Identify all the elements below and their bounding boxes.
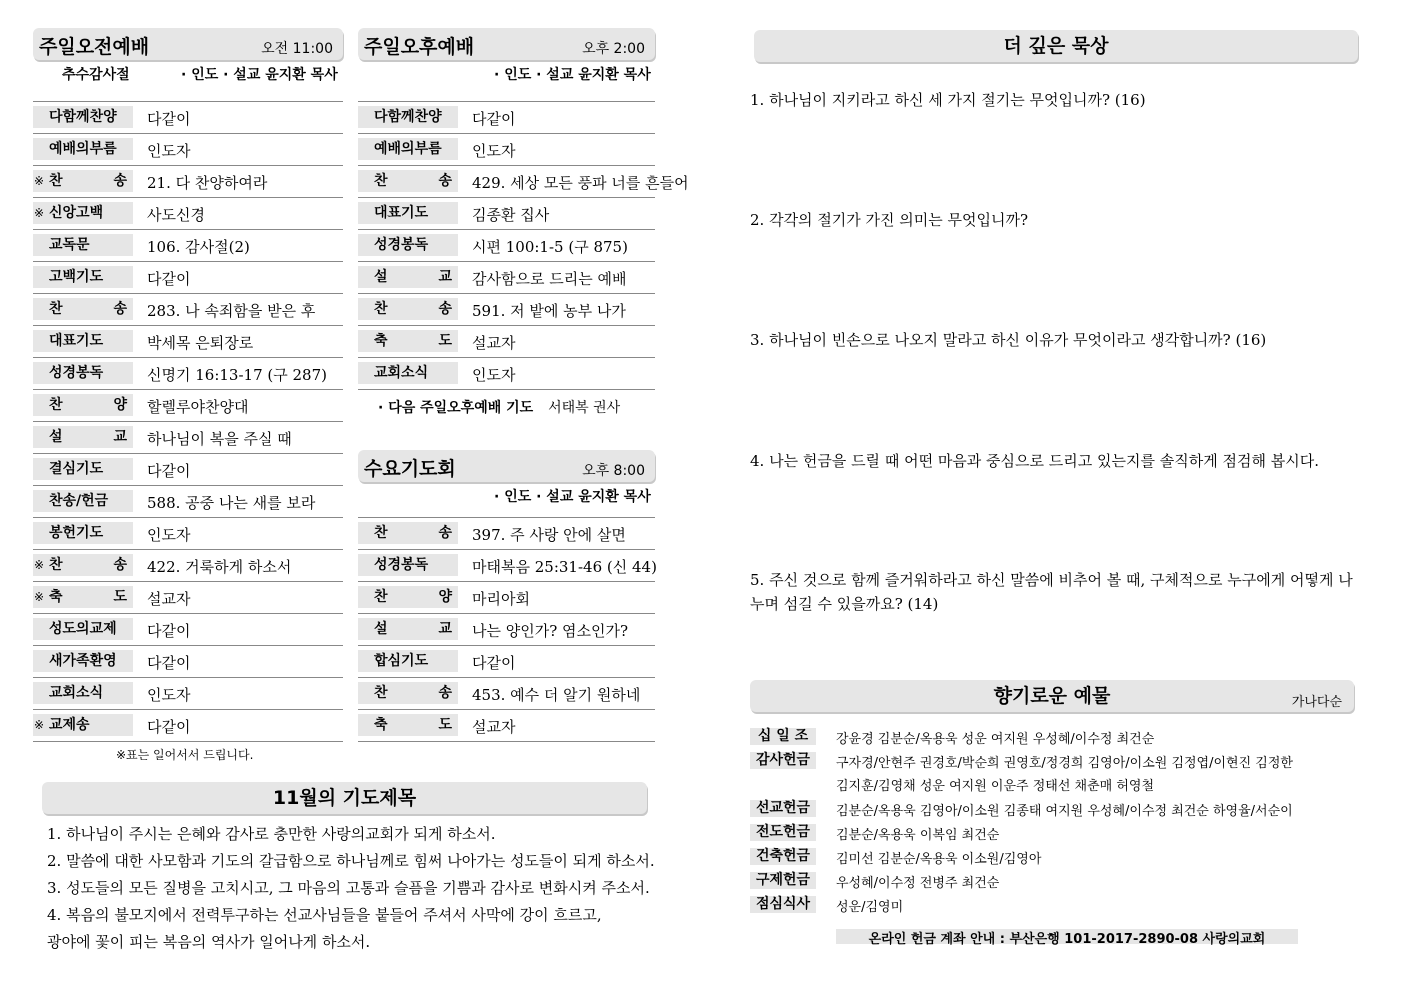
order-label-text: 찬 송 [374,525,452,541]
order-row [33,486,343,518]
order-label [358,234,458,256]
wednesday-service-title: 수요기도회 [364,458,456,480]
order-value: 설교자 [147,590,191,608]
order-row [33,230,343,262]
order-value: 설교자 [472,718,516,736]
order-label [33,618,133,640]
order-row [358,710,655,742]
offering-category: 구제헌금 [750,872,816,889]
morning-service-title: 주일오전예배 [39,36,150,58]
order-label-text: 설 교 [374,269,452,285]
order-label [33,490,133,512]
order-row [33,678,343,710]
order-row [358,614,655,646]
order-value: 다같이 [147,270,191,288]
standing-mark: ※ [34,718,45,732]
order-label [33,458,133,480]
order-label-text: 교독문 [49,237,90,253]
order-value: 453. 예수 더 알기 원하네 [472,686,641,704]
order-label [33,330,133,352]
order-row [358,262,655,294]
order-label-text: 합심기도 [374,653,429,669]
meditation-question: 4. 나는 헌금을 드릴 때 어떤 마음과 중심으로 드리고 있는지를 솔직하게 점검해 봅시다. [750,452,1319,470]
order-row [33,262,343,294]
order-label-text: 찬 송 [374,173,452,189]
order-value: 422. 거룩하게 하소서 [147,558,292,576]
offering-names: 구자경/안현주 권경호/박순희 권영호/정경희 김영아/이소원 김정엽/이현진 김정한 [836,756,1293,771]
order-label [358,362,458,384]
order-label-text: 찬 송 [374,685,452,701]
order-row [33,550,343,582]
prayer-topics-header [42,782,647,814]
order-label-text: 봉헌기도 [49,525,104,541]
afternoon-service-title: 주일오후예배 [364,36,475,58]
order-label-text: 찬 송 [49,173,127,189]
offering-names: 김분순/옥용욱 이복임 최건순 [836,828,1000,843]
order-label-text: 예배의부름 [374,141,442,157]
order-label-text: 대표기도 [374,205,429,221]
order-label-text: 설 교 [374,621,452,637]
order-label-text: 성경봉독 [374,557,429,573]
order-value: 하나님이 복을 주실 때 [147,430,292,448]
order-label-text: 예배의부름 [49,141,117,157]
order-label [33,234,133,256]
order-label [33,106,133,128]
order-row [358,230,655,262]
order-value: 박세목 은퇴장로 [147,334,254,352]
order-value: 다같이 [147,718,191,736]
order-value: 사도신경 [147,206,205,224]
order-value: 설교자 [472,334,516,352]
order-value: 인도자 [147,526,191,544]
order-label [358,106,458,128]
order-label [33,362,133,384]
wednesday-service-header [358,450,655,482]
order-label-text: 새가족환영 [49,653,117,669]
offering-header [750,680,1354,712]
order-row [33,326,343,358]
order-label-text: 교제송 [49,717,90,733]
offering-category: 점심식사 [750,896,816,913]
order-label-text: 찬 송 [49,301,127,317]
order-row [33,710,343,742]
order-row [358,326,655,358]
prayer-topic-item: 3. 성도들의 모든 질병을 고치시고, 그 마음의 고통과 슬픔을 기쁨과 감사로 변화시켜 주소서. [47,879,650,897]
order-label [358,138,458,160]
online-account-text: 온라인 헌금 계좌 안내 : 부산은행 101-2017-2890-08 사랑의교회 [868,932,1266,947]
order-label [358,554,458,576]
order-label [33,266,133,288]
order-label-text: 찬 송 [49,557,127,573]
order-label [358,170,458,192]
offering-names: 김미선 김분순/옥용욱 이소원/김영아 [836,852,1042,867]
order-row [358,198,655,230]
order-row [358,294,655,326]
order-label-text: 고백기도 [49,269,104,285]
meditation-title: 더 깊은 묵상 [1003,35,1109,57]
offering-category: 건축헌금 [750,848,816,865]
order-label [33,714,133,736]
meditation-question: 3. 하나님이 빈손으로 나오지 말라고 하신 이유가 무엇이라고 생각합니까? (16) [750,331,1267,349]
order-value: 다같이 [147,462,191,480]
order-label [33,650,133,672]
offering-names: 강윤경 김분순/옥용욱 성운 여지원 우성혜/이수정 최건순 [836,732,1155,747]
order-row [33,166,343,198]
order-label [358,202,458,224]
order-label [358,618,458,640]
order-row [33,454,343,486]
afternoon-leader: · 인도 · 설교 윤지환 목사 [494,67,651,83]
order-value: 나는 양인가? 염소인가? [472,622,629,640]
order-label [358,298,458,320]
order-label [358,330,458,352]
standing-mark: ※ [34,590,45,604]
prayer-topic-item: 1. 하나님이 주시는 은혜와 감사로 충만한 사랑의교회가 되게 하소서. [47,825,496,843]
order-value: 283. 나 속죄함을 받은 후 [147,302,316,320]
morning-occasion: 추수감사절 [62,67,130,83]
offering-title: 향기로운 예물 [993,685,1111,707]
order-value: 다같이 [472,654,516,672]
offering-order-note: 가나다순 [1291,695,1342,710]
order-row [358,550,655,582]
order-label-text: 찬송/헌금 [49,493,109,509]
meditation-header [754,30,1358,62]
morning-service-time: 오전 11:00 [261,41,333,57]
order-label [358,714,458,736]
order-value: 106. 감사절(2) [147,238,250,256]
standing-note: ※표는 일어서서 드립니다. [116,748,254,762]
prayer-topics-title: 11월의 기도제목 [272,787,417,809]
order-row [33,422,343,454]
order-row [33,646,343,678]
order-label [33,138,133,160]
order-row [33,198,343,230]
order-label [33,586,133,608]
order-value: 397. 주 사랑 안에 살면 [472,526,626,544]
order-value: 마태복음 25:31-46 (신 44) [472,558,657,576]
order-value: 다같이 [147,110,191,128]
order-label-text: 다함께찬양 [49,109,117,125]
order-label-text: 교회소식 [49,685,104,701]
order-value: 인도자 [472,142,516,160]
order-label-text: 성경봉독 [374,237,429,253]
offering-names: 우성혜/이수정 전병주 최건순 [836,876,1000,891]
order-value: 588. 공중 나는 새를 보라 [147,494,316,512]
offering-names: 성운/김영미 [836,900,904,915]
meditation-question: 1. 하나님이 지키라고 하신 세 가지 절기는 무엇입니까? (16) [750,91,1146,109]
order-row [33,390,343,422]
order-label-text: 다함께찬양 [374,109,442,125]
order-label [358,522,458,544]
order-label [358,682,458,704]
next-prayer-name: 서태복 권사 [548,400,621,416]
order-row [358,582,655,614]
order-label-text: 찬 송 [374,301,452,317]
order-value: 다같이 [472,110,516,128]
order-label-text: 설 교 [49,429,127,445]
order-label [358,266,458,288]
order-label-text: 성경봉독 [49,365,104,381]
order-label-text: 찬 양 [49,397,127,413]
order-value: 다같이 [147,654,191,672]
order-label [33,682,133,704]
order-label-text: 축 도 [49,589,127,605]
order-row [33,358,343,390]
order-label [33,170,133,192]
offering-category: 선교헌금 [750,800,816,817]
order-label [33,298,133,320]
order-row [33,614,343,646]
order-value: 21. 다 찬양하여라 [147,174,268,192]
next-prayer-label: · 다음 주일오후예배 기도 [378,400,534,416]
order-label-text: 축 도 [374,717,452,733]
afternoon-service-time: 오후 2:00 [582,41,645,57]
offering-category: 전도헌금 [750,824,816,841]
order-value: 감사함으로 드리는 예배 [472,270,627,288]
order-label-text: 대표기도 [49,333,104,349]
standing-mark: ※ [34,206,45,220]
order-row [33,134,343,166]
order-row [33,518,343,550]
order-row [358,518,655,550]
order-label [33,522,133,544]
wednesday-service-time: 오후 8:00 [582,463,645,479]
order-label [358,650,458,672]
order-row [358,134,655,166]
order-row [33,582,343,614]
order-label-text: 결심기도 [49,461,104,477]
offering-names: 김분순/옥용욱 김영아/이소원 김종태 여지원 우성혜/이수정 최건순 하영율/서순이 [836,804,1293,819]
order-value: 다같이 [147,622,191,640]
order-label [33,554,133,576]
prayer-topic-item: 2. 말씀에 대한 사모함과 기도의 갈급함으로 하나님께로 힘써 나아가는 성도들이 되게 하소서. [47,852,655,870]
meditation-question: 2. 각각의 절기가 가진 의미는 무엇입니까? [750,211,1029,229]
order-value: 마리아회 [472,590,530,608]
order-label [33,202,133,224]
order-label-text: 신앙고백 [49,205,104,221]
order-row [358,166,689,198]
morning-leader: · 인도 · 설교 윤지환 목사 [181,67,338,83]
afternoon-order-table [358,101,689,390]
offering-category: 감사헌금 [750,752,816,769]
morning-order-table [33,101,343,742]
meditation-question: 5. 주신 것으로 함께 즐거워하라고 하신 말씀에 비추어 볼 때, 구체적으로 누구에게 어떻게 나누며 섬길 수 있을까요? (14) [750,571,1353,613]
order-value: 시편 100:1-5 (구 875) [472,238,628,256]
order-value: 인도자 [472,366,516,384]
order-value: 신명기 16:13-17 (구 287) [147,366,327,384]
standing-mark: ※ [34,558,45,572]
order-value: 591. 저 밭에 농부 나가 [472,302,626,320]
wednesday-order-table [358,517,655,742]
order-label-text: 찬 양 [374,589,452,605]
order-label [358,586,458,608]
order-row [358,678,655,710]
afternoon-service-header [358,28,655,60]
order-row [33,294,343,326]
offering-names: 김지훈/김영채 성운 여지원 이운주 정태선 채춘매 허영철 [836,779,1155,794]
order-value: 429. 세상 모든 풍파 너를 흔들어 [472,174,689,192]
order-value: 김종환 집사 [472,206,550,224]
order-value: 할렐루야찬양대 [147,398,249,416]
order-label-text: 축 도 [374,333,452,349]
order-row [33,102,343,134]
prayer-topic-item: 4. 복음의 불모지에서 전력투구하는 선교사님들을 붙들어 주셔서 사막에 강이 흐르고, [47,906,602,924]
prayer-topic-item: 광야에 꽃이 피는 복음의 역사가 일어나게 하소서. [47,933,371,951]
order-row [358,358,655,390]
order-label [33,394,133,416]
morning-service-header [33,28,343,60]
order-label [33,426,133,448]
offering-category: 십 일 조 [750,728,816,745]
order-label-text: 교회소식 [374,365,429,381]
order-label-text: 성도의교제 [49,621,117,637]
order-value: 인도자 [147,686,191,704]
order-row [358,646,655,678]
wednesday-leader: · 인도 · 설교 윤지환 목사 [494,489,651,505]
standing-mark: ※ [34,174,45,188]
order-value: 인도자 [147,142,191,160]
order-row [358,102,655,134]
next-afternoon-prayer [378,397,620,417]
